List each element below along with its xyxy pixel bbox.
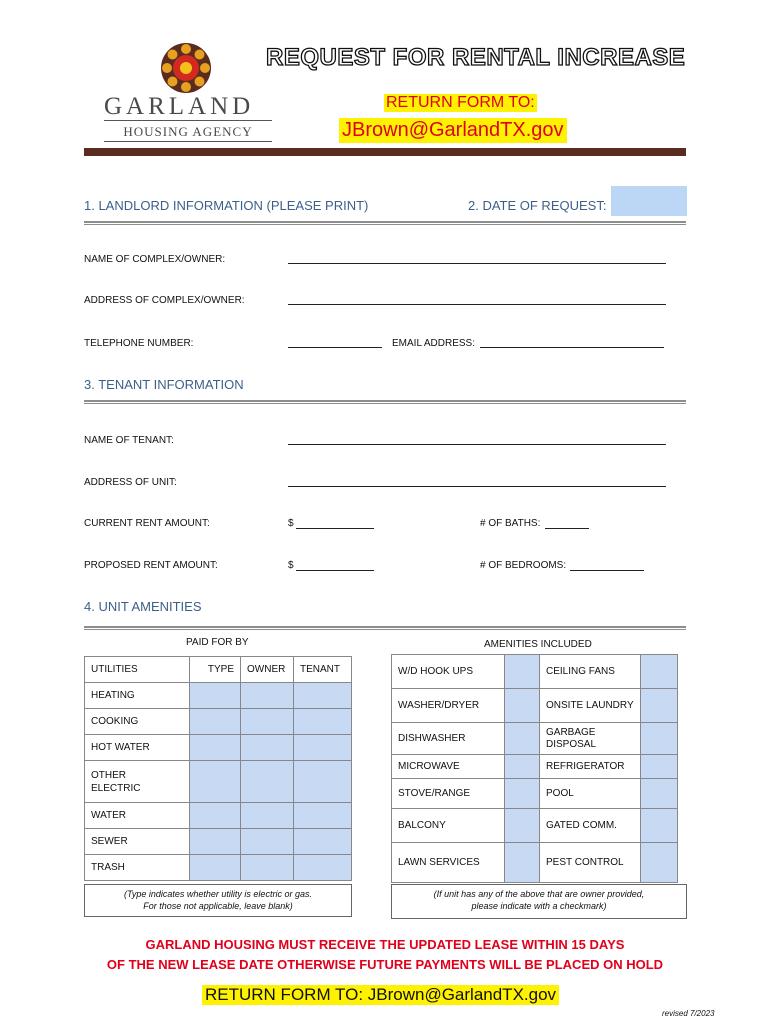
owner-checkbox[interactable]: [241, 683, 294, 709]
amenity-item: MICROWAVE: [392, 755, 505, 779]
tenant-name-label: NAME OF TENANT:: [84, 435, 174, 446]
utility-row: OTHER ELECTRIC: [85, 761, 190, 803]
type-checkbox[interactable]: [190, 761, 241, 803]
type-header: TYPE: [190, 657, 241, 683]
section-tenant-heading: 3. TENANT INFORMATION: [84, 377, 244, 392]
utility-row: SEWER: [85, 829, 190, 855]
amenity-checkbox[interactable]: [641, 655, 678, 689]
current-rent-field[interactable]: [296, 528, 374, 529]
amenity-item: WASHER/DRYER: [392, 689, 505, 723]
section-divider: [84, 626, 686, 630]
header-bar: [84, 148, 686, 156]
amenity-checkbox[interactable]: [641, 723, 678, 755]
unit-address-label: ADDRESS OF UNIT:: [84, 477, 177, 488]
proposed-rent-field[interactable]: [296, 570, 374, 571]
bedrooms-label: # OF BEDROOMS:: [480, 560, 567, 571]
date-of-request-input[interactable]: [611, 186, 687, 216]
type-checkbox[interactable]: [190, 683, 241, 709]
amenity-item: GATED COMM.: [540, 809, 641, 843]
owner-header: OWNER: [241, 657, 294, 683]
amenity-checkbox[interactable]: [641, 809, 678, 843]
amenity-checkbox[interactable]: [641, 843, 678, 883]
owner-checkbox[interactable]: [241, 735, 294, 761]
owner-checkbox[interactable]: [241, 829, 294, 855]
tenant-checkbox[interactable]: [294, 683, 352, 709]
amenity-checkbox[interactable]: [505, 723, 540, 755]
logo-divider: [104, 120, 272, 121]
amenity-checkbox[interactable]: [641, 689, 678, 723]
owner-checkbox[interactable]: [241, 709, 294, 735]
logo-divider: [104, 141, 272, 142]
warning-line-1: GARLAND HOUSING MUST RECEIVE THE UPDATED LEASE WITHIN 15 DAYS: [145, 937, 625, 952]
tenant-checkbox[interactable]: [294, 855, 352, 881]
type-checkbox[interactable]: [190, 709, 241, 735]
utility-row: WATER: [85, 803, 190, 829]
type-checkbox[interactable]: [190, 803, 241, 829]
complex-owner-field[interactable]: [288, 263, 666, 264]
utilities-table: [84, 656, 352, 881]
amenity-item: GARBAGE DISPOSAL: [540, 723, 641, 755]
amenity-item: W/D HOOK UPS: [392, 655, 505, 689]
amenity-item: CEILING FANS: [540, 655, 641, 689]
owner-checkbox[interactable]: [241, 855, 294, 881]
email-field[interactable]: [480, 347, 664, 348]
amenity-checkbox[interactable]: [505, 843, 540, 883]
complex-owner-label: NAME OF COMPLEX/OWNER:: [84, 254, 226, 265]
tenant-checkbox[interactable]: [294, 761, 352, 803]
proposed-rent-label: PROPOSED RENT AMOUNT:: [84, 560, 218, 571]
logo-name: GARLAND: [104, 93, 255, 120]
current-rent-label: CURRENT RENT AMOUNT:: [84, 518, 210, 529]
tenant-checkbox[interactable]: [294, 735, 352, 761]
logo-subtitle: HOUSING AGENCY: [123, 124, 253, 139]
utility-row: COOKING: [85, 709, 190, 735]
amenity-checkbox[interactable]: [505, 809, 540, 843]
amenity-checkbox[interactable]: [505, 779, 540, 809]
type-checkbox[interactable]: [190, 829, 241, 855]
amenity-item: ONSITE LAUNDRY: [540, 689, 641, 723]
amenity-checkbox[interactable]: [641, 755, 678, 779]
tenant-checkbox[interactable]: [294, 803, 352, 829]
tenant-header: TENANT: [294, 657, 352, 683]
amenity-item: LAWN SERVICES: [392, 843, 505, 883]
garland-seal-logo: [160, 42, 212, 94]
amenities-included-label: AMENITIES INCLUDED: [484, 639, 592, 650]
address-owner-field[interactable]: [288, 304, 666, 305]
amenity-item: REFRIGERATOR: [540, 755, 641, 779]
amenity-item: POOL: [540, 779, 641, 809]
owner-checkbox[interactable]: [241, 761, 294, 803]
section-divider: [84, 221, 686, 225]
amenity-checkbox[interactable]: [505, 655, 540, 689]
section-date-heading: 2. DATE OF REQUEST:: [468, 198, 607, 213]
utilities-header: UTILITIES: [85, 657, 190, 683]
revision-date: revised 7/2023: [662, 1009, 715, 1018]
email-label: EMAIL ADDRESS:: [392, 338, 475, 349]
utility-row: HEATING: [85, 683, 190, 709]
amenities-table: [391, 654, 678, 883]
return-email[interactable]: JBrown@GarlandTX.gov: [339, 118, 567, 143]
baths-field[interactable]: [545, 528, 589, 529]
section-amenities-heading: 4. UNIT AMENITIES: [84, 599, 202, 614]
utility-row: HOT WATER: [85, 735, 190, 761]
tenant-checkbox[interactable]: [294, 709, 352, 735]
amenity-checkbox[interactable]: [505, 755, 540, 779]
section-landlord-heading: 1. LANDLORD INFORMATION (PLEASE PRINT): [84, 198, 369, 213]
bedrooms-field[interactable]: [570, 570, 644, 571]
amenity-checkbox[interactable]: [641, 779, 678, 809]
return-label: RETURN FORM TO:: [386, 94, 535, 111]
type-checkbox[interactable]: [190, 855, 241, 881]
page-title: REQUEST FOR RENTAL INCREASE: [266, 44, 686, 71]
dollar-sign: $: [288, 518, 294, 529]
tenant-name-field[interactable]: [288, 444, 666, 445]
amenity-item: DISHWASHER: [392, 723, 505, 755]
telephone-field[interactable]: [288, 347, 382, 348]
section-divider: [84, 400, 686, 404]
amenity-item: BALCONY: [392, 809, 505, 843]
address-owner-label: ADDRESS OF COMPLEX/OWNER:: [84, 295, 245, 306]
amenity-item: PEST CONTROL: [540, 843, 641, 883]
amenities-note: (If unit has any of the above that are owner provided, please indicate with a checkmark): [391, 884, 687, 919]
utilities-note: (Type indicates whether utility is electric or gas. For those not applicable, leave blank): [84, 884, 352, 917]
baths-label: # OF BATHS:: [480, 518, 541, 529]
dollar-sign: $: [288, 560, 294, 571]
utility-row: TRASH: [85, 855, 190, 881]
return-email-footer[interactable]: RETURN FORM TO: JBrown@GarlandTX.gov: [202, 985, 559, 1005]
amenity-item: STOVE/RANGE: [392, 779, 505, 809]
paid-for-by-label: PAID FOR BY: [186, 637, 249, 648]
telephone-label: TELEPHONE NUMBER:: [84, 338, 194, 349]
type-checkbox[interactable]: [190, 735, 241, 761]
warning-line-2: OF THE NEW LEASE DATE OTHERWISE FUTURE PAYMENTS WILL BE PLACED ON HOLD: [106, 957, 664, 972]
owner-checkbox[interactable]: [241, 803, 294, 829]
amenity-checkbox[interactable]: [505, 689, 540, 723]
tenant-checkbox[interactable]: [294, 829, 352, 855]
unit-address-field[interactable]: [288, 486, 666, 487]
